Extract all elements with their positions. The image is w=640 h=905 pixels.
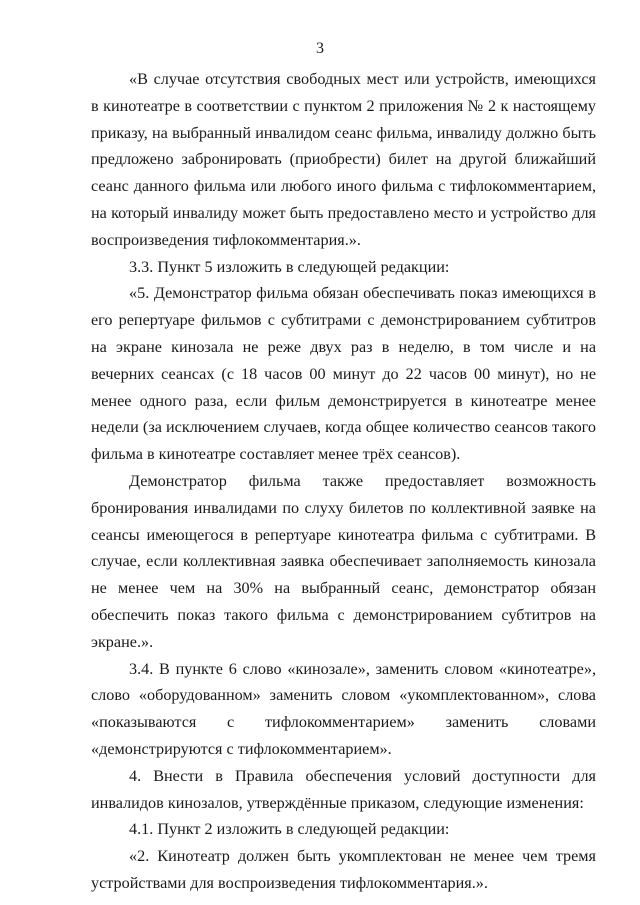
paragraph-clause-3-2-text: «В случае отсутствия свободных мест или устройств, имеющихся в кинотеатре в соответствии с пунктом 2 приложения № 2 к настоящему приказу, на выбранный инвалидом сеанс фильма, инвалиду должно быть предложено забронировать (приобрести) билет на другой ближайший сеанс данного фильма или любого иного фильма с тифлокомментарием, на который инвалиду может быть предоставлено место и устройство для воспроизведения тифлокомментария.». xyxy=(91,70,596,249)
document-body xyxy=(91,66,596,897)
paragraph-clause-2-text: «2. Кинотеатр должен быть укомплектован не менее чем тремя устройствами для воспроизведения тифлокомментария.». xyxy=(91,847,596,892)
page-number: 3 xyxy=(316,40,324,57)
paragraph-clause-5-continuation: Демонстратор фильма также предоставляет возможность бронирования инвалидами по слуху билетов по коллективной заявке на сеансы имеющегося в репертуаре кинотеатра фильма с субтитрами. В случае, если коллективная заявка обеспечивает заполняемость кинозала не менее чем на 30% на выбранный сеанс, демонстратор обязан обеспечить показ такого фильма с демонстрированием субтитров на экране.». xyxy=(91,471,596,651)
paragraph-clause-4-1-heading: 4.1. Пункт 2 изложить в следующей редакции: xyxy=(129,820,450,839)
paragraph-clause-5-text: «5. Демонстратор фильма обязан обеспечивать показ имеющихся в его репертуаре фильмов с субтитрами с демонстрированием субтитров на экране кинозала не реже двух раз в неделю, в том числе и на вечерних сеансах (с 18 часов 00 минут до 22 часов 00 минут), но не менее одного раза, если фильм демонстрируется в кинотеатре менее недели (за исключением случаев, когда общее количество сеансов такого фильма в кинотеатре составляет менее трёх сеансов). xyxy=(91,284,596,464)
paragraph-clause-4: 4. Внести в Правила обеспечения условий доступности для инвалидов кинозалов, утверждённые приказом, следующие изменения: xyxy=(91,766,596,812)
paragraph-clause-3-4: 3.4. В пункте 6 слово «кинозале», заменить словом «кинотеатре», слово «оборудованном» заменить словом «укомплектованном», слова «показываются с тифлокомментарием» заменить словами «демонстрируются с тифлокомментарием». xyxy=(91,659,596,758)
paragraph-clause-3-3-heading: 3.3. Пункт 5 изложить в следующей редакции: xyxy=(129,257,450,276)
